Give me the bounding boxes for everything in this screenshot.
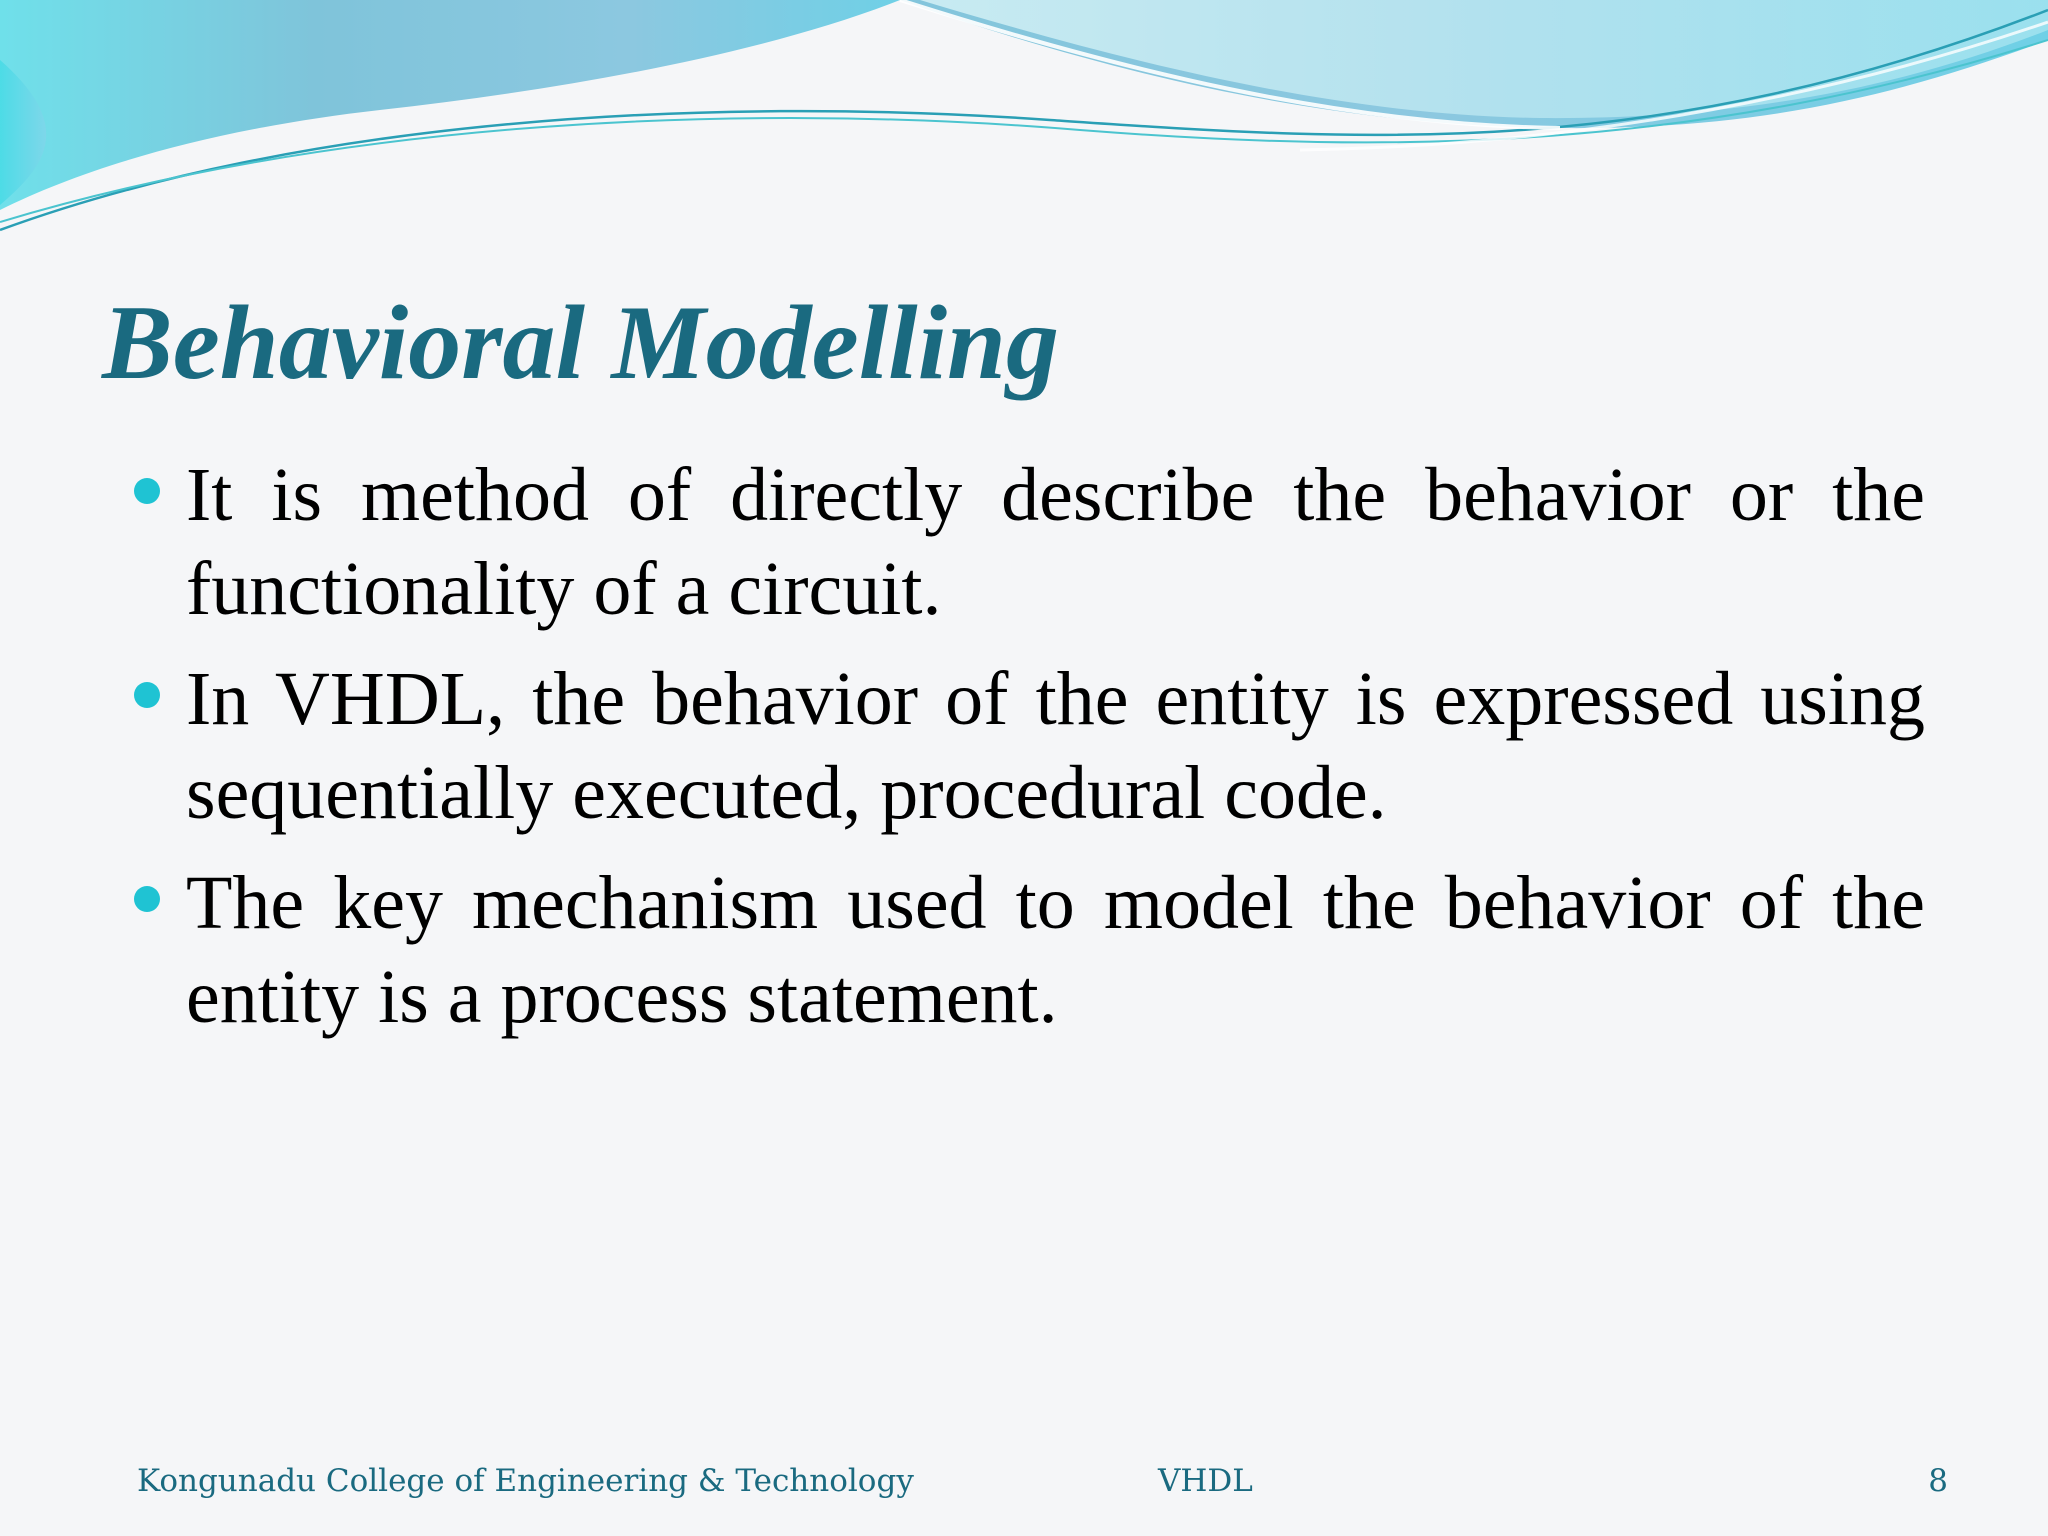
footer-page-number: 8 <box>1928 1463 1948 1499</box>
bullet-dot-icon <box>134 682 160 708</box>
bullet-text: It is method of directly describe the behavior or the functionality of a circuit. <box>186 453 1925 631</box>
bullet-text: In VHDL, the behavior of the entity is expressed using sequentially executed, procedural code. <box>186 657 1925 835</box>
bullet-text: The key mechanism used to model the behavior of the entity is a process statement. <box>186 861 1925 1039</box>
footer-subject: VHDL <box>1158 1463 1253 1499</box>
bullet-item <box>130 448 1925 636</box>
header-wave-decoration <box>0 0 2048 260</box>
bullet-item <box>130 652 1925 840</box>
bullet-list <box>130 448 1925 1060</box>
bullet-item <box>130 856 1925 1044</box>
bullet-dot-icon <box>134 478 160 504</box>
footer-institution: Kongunadu College of Engineering & Technology <box>137 1463 914 1499</box>
bullet-dot-icon <box>134 886 160 912</box>
slide-title: Behavioral Modelling <box>102 284 1060 401</box>
